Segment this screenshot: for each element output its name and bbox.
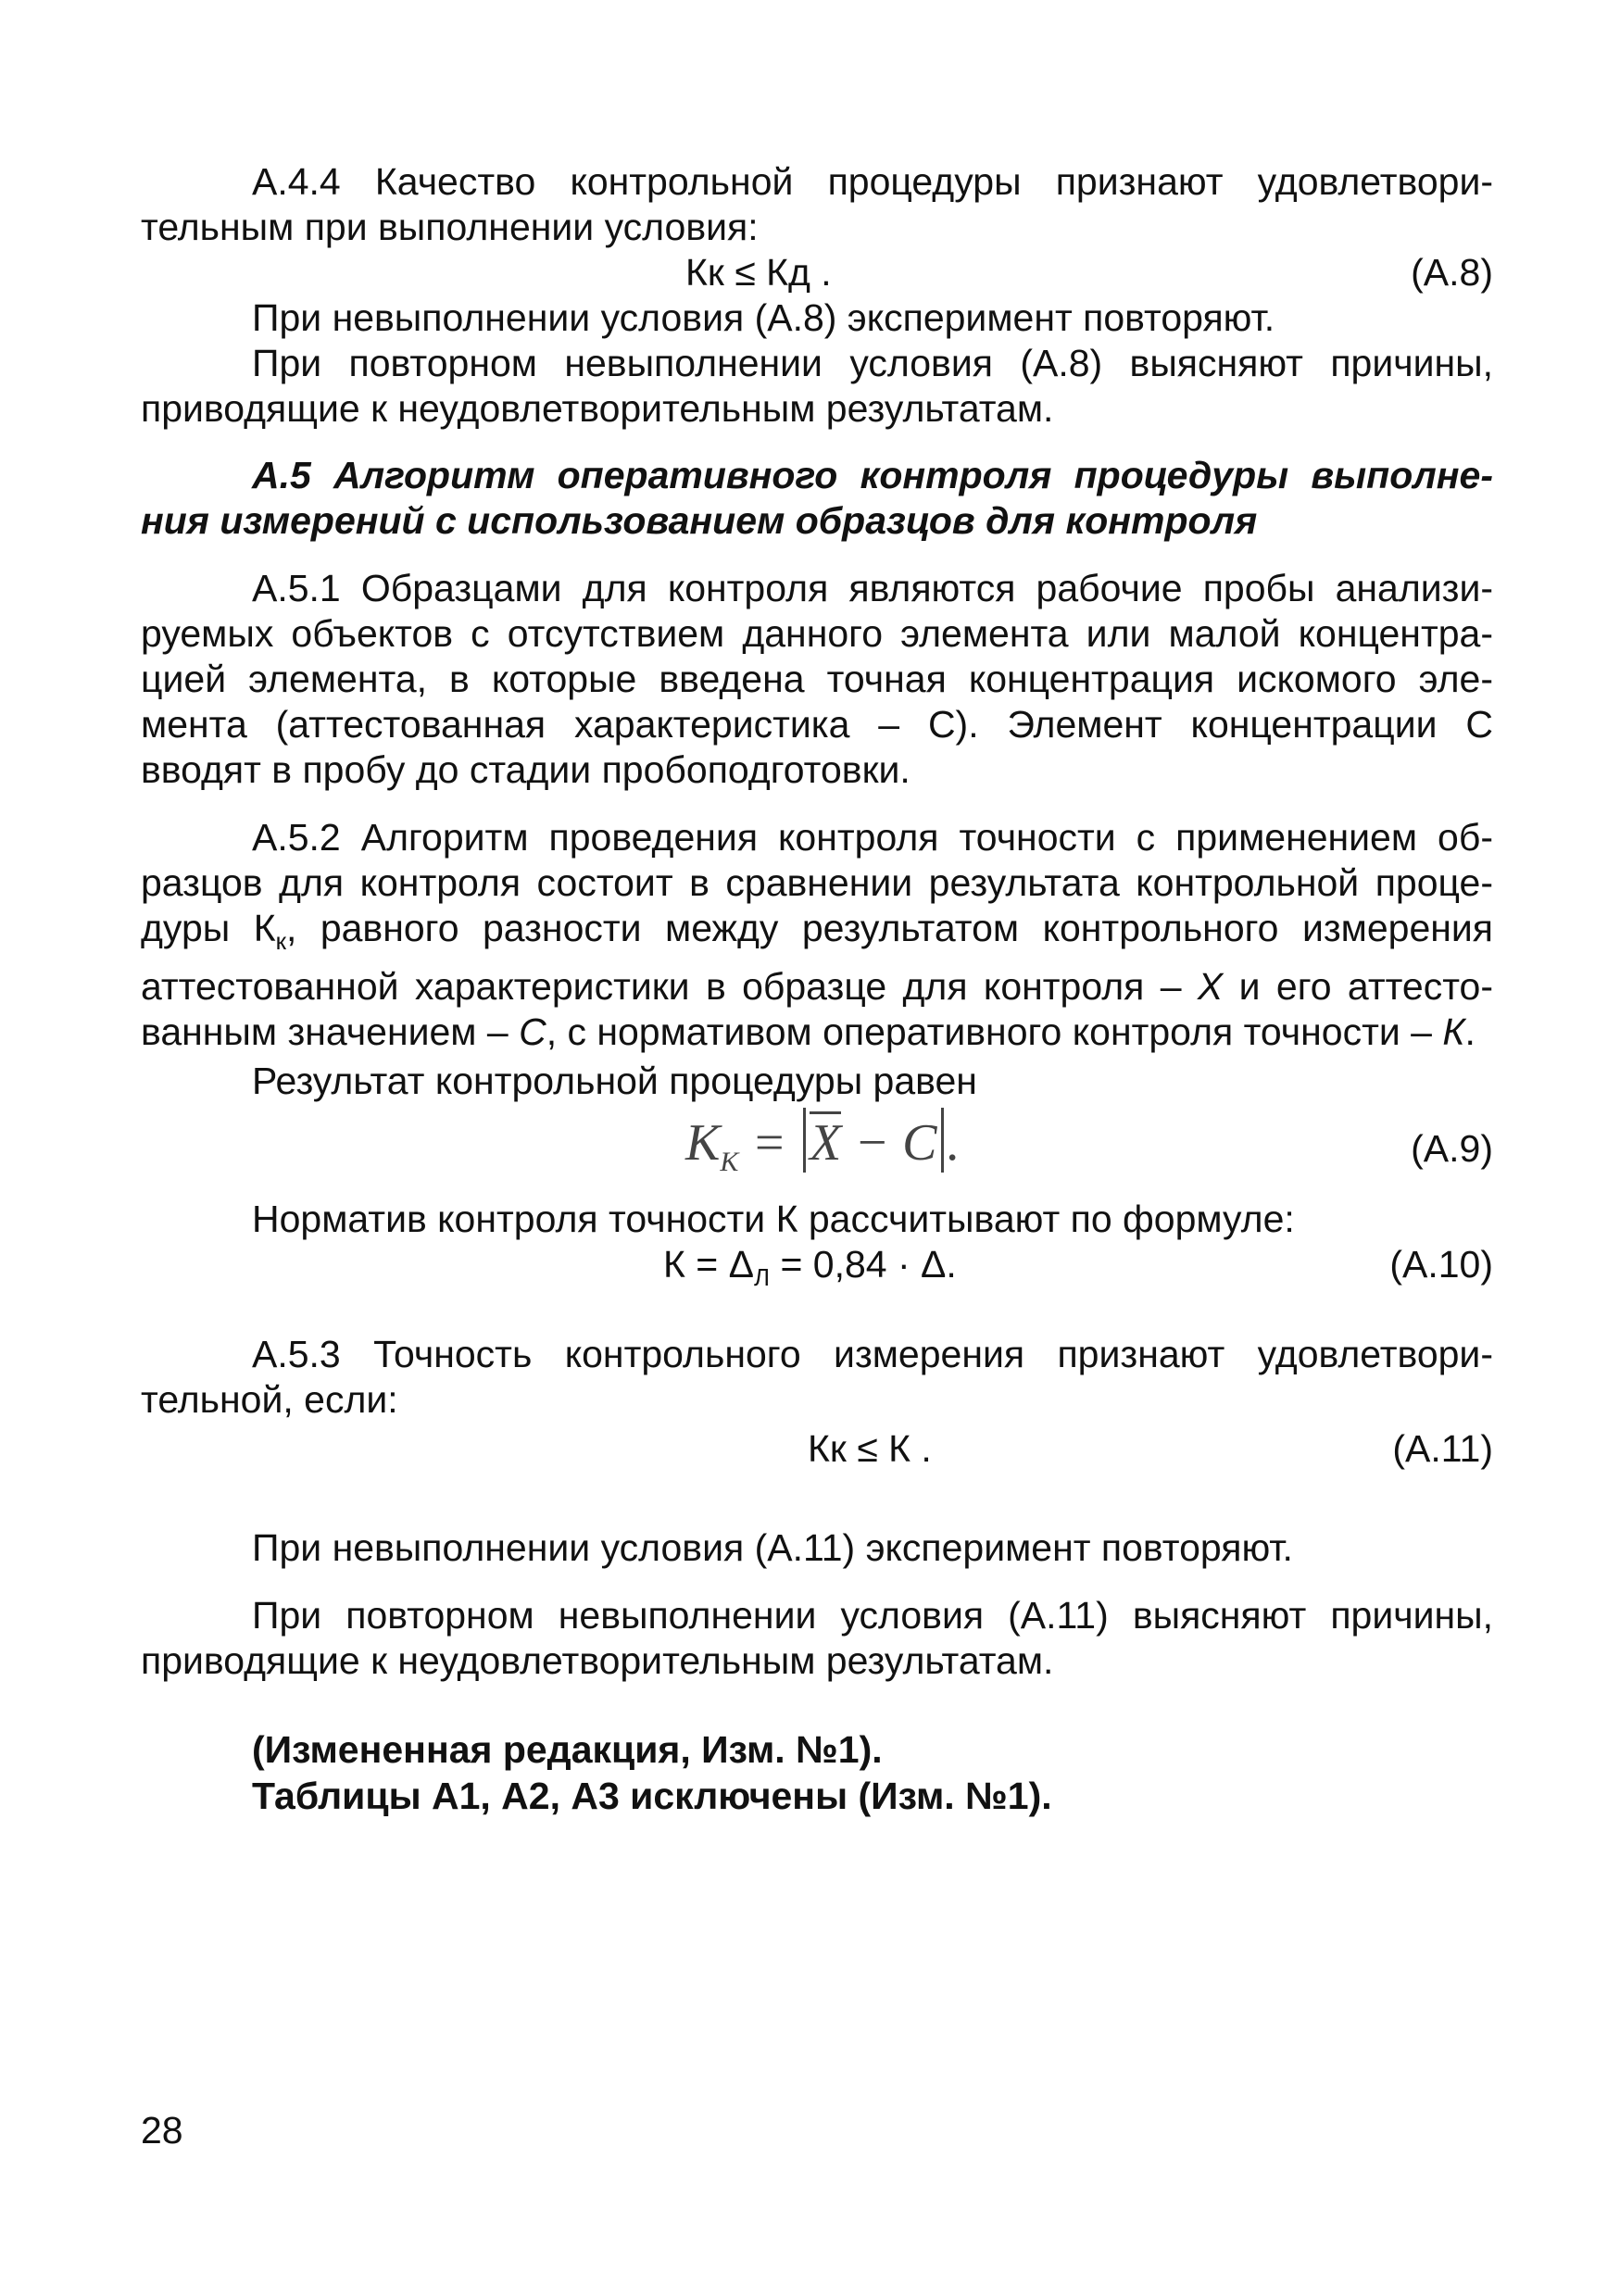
paragraph-a53-reasons: При повторном невыполнении условия (А.11) выясняют причины, приводящие к неудовлетворительным результатам. [141, 1594, 1493, 1683]
result-text: Результат контрольной процедуры равен [252, 1060, 977, 1103]
formula-a9 [141, 1104, 1493, 1197]
formula-a10-number: (А.10) [1389, 1243, 1493, 1286]
formula-a10-expression: $К = \Delta_Л = 0,84 \cdot \Delta$. [663, 1243, 957, 1292]
amendment-note: (Измененная редакция, Изм. №1). [252, 1728, 883, 1772]
paragraph-a53-repeat: При невыполнении условия (А.11) эксперимент повторяют. [252, 1526, 1293, 1570]
formula-a10 [141, 1242, 1493, 1292]
formula-a11 [141, 1426, 1493, 1472]
paragraph-a44-reasons: При повторном невыполнении условия (А.8) выясняют причины, приводящие к неудовлетворительным результатам. [141, 342, 1493, 430]
formula-a11-number: (А.11) [1392, 1427, 1493, 1471]
formula-a11-expression: Кк ≤ К . [808, 1427, 932, 1471]
document-page [141, 159, 1493, 1819]
paragraph-a51: А.5.1 Образцами для контроля являются рабочие пробы анализи-руемых объектов с отсутствием данного элемента или малой концентра-цией элемента, в которые введена точная концентрация искомого эле-мента (аттестованная характеристика – С). Элемент концентрации С вводят в пробу до стадии пробоподготовки. [141, 567, 1493, 791]
paragraph-a53: А.5.3 Точность контрольного измерения признают удовлетвори-тельной, если: [141, 1333, 1493, 1422]
paragraph-a44-repeat: При невыполнении условия (А.8) эксперимент повторяют. [252, 296, 1275, 339]
formula-a9-expression: $K_K = X - C$ . [685, 1108, 961, 1178]
formula-a8 [141, 250, 1493, 295]
paragraph-a44: А.4.4 Качество контрольной процедуры признают удовлетвори-тельным при выполнении условия: [141, 160, 1493, 248]
formula-a8-expression: Кк ≤ Кд . [685, 251, 832, 294]
page-number: 28 [141, 2109, 183, 2152]
formula-a8-number: (А.8) [1411, 251, 1493, 294]
norm-text: Норматив контроля точности К рассчитывают по формуле: [252, 1198, 1295, 1241]
heading-a5: А.5 Алгоритм оперативного контроля процедуры выполне-ния измерений с использованием образцов для контроля [141, 454, 1493, 542]
formula-a9-number: (А.9) [1411, 1127, 1493, 1171]
paragraph-a52: А.5.2 Алгоритм проведения контроля точности с применением об-разцов для контроля состоит в сравнении результата контрольной проце-дуры $К_к$, равного разности между результатом контрольного измерения аттестованной характеристики в образце для контроля – X и его аттесто-ванным значением – С, с нормативом оперативного контроля точности – К. [141, 816, 1494, 1054]
tables-excluded-note: Таблицы А1, А2, А3 исключены (Изм. №1). [252, 1775, 1052, 1818]
